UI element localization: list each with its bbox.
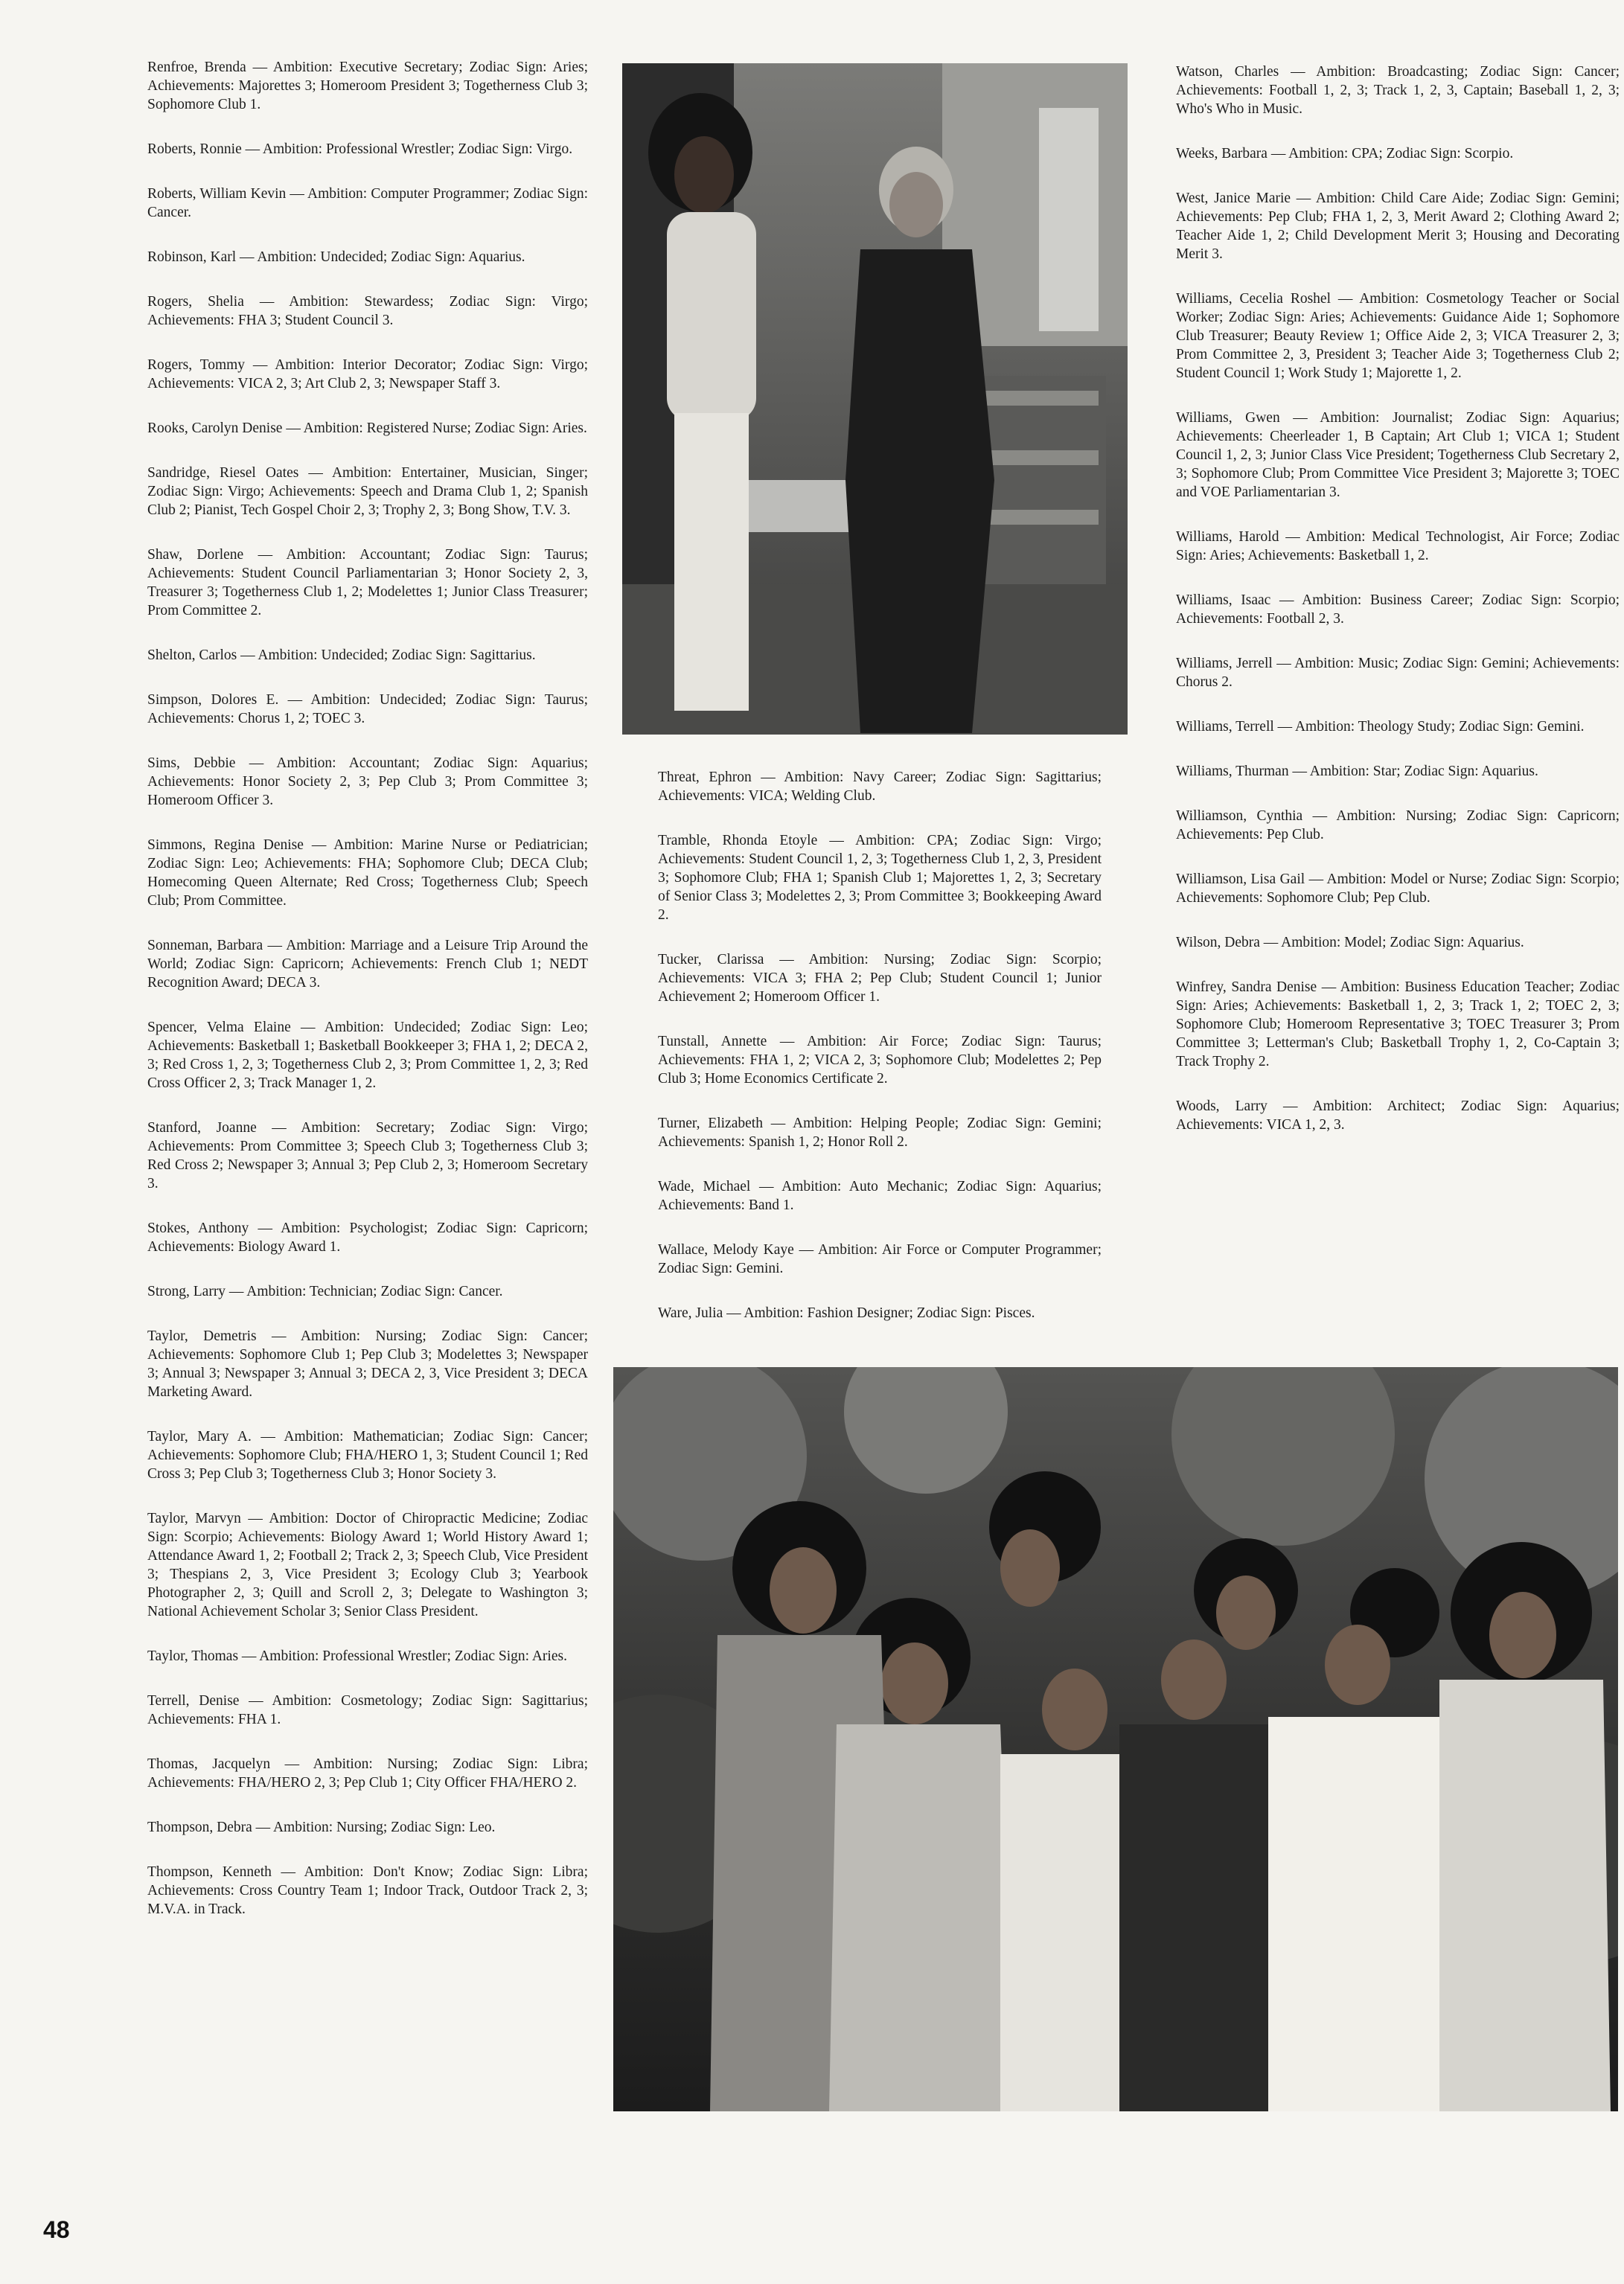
student-entry: Threat, Ephron — Ambition: Navy Career; Zodiac Sign: Sagittarius; Achievements: VICA; Welding Club. — [658, 770, 1102, 804]
student-entry: Spencer, Velma Elaine — Ambition: Undecided; Zodiac Sign: Leo; Achievements: Basketball 1; Basketball Bookkeeper 3; FHA 1, 2; DECA 2, 3; Red Cross 1, 2, 3; Togetherness Club 2, 3; Prom Committee 1, 2, 3; Red Cross Officer 2, 3; Track Manager 1, 2. — [147, 1020, 588, 1091]
student-entry: Shaw, Dorlene — Ambition: Accountant; Zodiac Sign: Taurus; Achievements: Student Council Parliamentarian 3; Honor Society 2, 3, Treasurer 3; Togetherness Club 1, 2; Modelettes 1; Junior Class Treasurer; Prom Committee 2. — [147, 547, 588, 618]
student-entry: Taylor, Mary A. — Ambition: Mathematician; Zodiac Sign: Cancer; Achievements: Sophomore Club; FHA/HERO 1, 3; Student Council 1; Red Cross 3; Pep Club 3; Togetherness Club 3; Honor Society 3. — [147, 1429, 588, 1482]
student-entry: Williams, Isaac — Ambition: Business Career; Zodiac Sign: Scorpio; Achievements: Football 2, 3. — [1176, 592, 1620, 627]
text-column-1 — [147, 58, 588, 1945]
student-entry: Woods, Larry — Ambition: Architect; Zodiac Sign: Aquarius; Achievements: VICA 1, 2, 3. — [1176, 1098, 1620, 1133]
student-entry: Sims, Debbie — Ambition: Accountant; Zodiac Sign: Aquarius; Achievements: Honor Society 2, 3; Pep Club 3; Prom Committee 3; Homeroom Officer 3. — [147, 755, 588, 808]
student-entry: Thomas, Jacquelyn — Ambition: Nursing; Zodiac Sign: Libra; Achievements: FHA/HERO 2, 3; Pep Club 1; City Officer FHA/HERO 2. — [147, 1756, 588, 1791]
student-entry: Taylor, Thomas — Ambition: Professional Wrestler; Zodiac Sign: Aries. — [147, 1648, 567, 1664]
student-entry: Sonneman, Barbara — Ambition: Marriage and a Leisure Trip Around the World; Zodiac Sign: Capricorn; Achievements: French Club 1; NEDT Recognition Award; DECA 3. — [147, 938, 588, 991]
student-entry: Tramble, Rhonda Etoyle — Ambition: CPA; Zodiac Sign: Virgo; Achievements: Student Council 1, 2, 3; Togetherness Club 1, 2, 3, President 3; Sophomore Club; FHA 1; Spanish Club 1; Majorettes 1, 2, 3; Secretary of Senior Class 3; Modelettes 2, 3; Prom Committee 3; Bookkeeping Award 2. — [658, 833, 1102, 923]
student-entry: Strong, Larry — Ambition: Technician; Zodiac Sign: Cancer. — [147, 1284, 503, 1299]
student-entry: Watson, Charles — Ambition: Broadcasting; Zodiac Sign: Cancer; Achievements: Football 1, 2, 3; Track 1, 2, 3, Captain; Baseball 1, 2, 3; Who's Who in Music. — [1176, 64, 1620, 117]
student-entry: Winfrey, Sandra Denise — Ambition: Business Education Teacher; Zodiac Sign: Aries; Achievements: Basketball 1, 2, 3; Track 1, 2; TOEC 2, 3; Sophomore Club; Homeroom Representative 3; TOEC Treasurer 3; Prom Committee 3; Letterman's Club; Basketball Trophy 1, 2, Co-Captain 3; Track Trophy 2. — [1176, 979, 1620, 1069]
student-entry: Roberts, Ronnie — Ambition: Professional Wrestler; Zodiac Sign: Virgo. — [147, 141, 573, 157]
student-entry: Weeks, Barbara — Ambition: CPA; Zodiac Sign: Scorpio. — [1176, 146, 1514, 161]
student-entry: Thompson, Debra — Ambition: Nursing; Zodiac Sign: Leo. — [147, 1820, 496, 1835]
text-column-2 — [658, 768, 1102, 1349]
student-entry: Simmons, Regina Denise — Ambition: Marine Nurse or Pediatrician; Zodiac Sign: Leo; Achievements: FHA; Sophomore Club; DECA Club; Homecoming Queen Alternate; Red Cross; Togetherness Club; Speech Club; Prom Committee. — [147, 837, 588, 909]
photo-two-people-icon — [622, 63, 1128, 735]
photo-group-icon — [613, 1367, 1618, 2111]
student-entry: Wade, Michael — Ambition: Auto Mechanic; Zodiac Sign: Aquarius; Achievements: Band 1. — [658, 1179, 1102, 1213]
student-entry: Taylor, Demetris — Ambition: Nursing; Zodiac Sign: Cancer; Achievements: Sophomore Club 1; Pep Club 3; Modelettes 3; Newspaper 3; Annual 3; Newspaper 3; Annual 3; DECA 2, 3, Vice President 3; DECA Marketing Award. — [147, 1328, 588, 1400]
student-entry: Roberts, William Kevin — Ambition: Computer Programmer; Zodiac Sign: Cancer. — [147, 186, 588, 220]
student-entry: Ware, Julia — Ambition: Fashion Designer; Zodiac Sign: Pisces. — [658, 1305, 1035, 1321]
student-entry: Robinson, Karl — Ambition: Undecided; Zodiac Sign: Aquarius. — [147, 249, 525, 265]
student-entry: Simpson, Dolores E. — Ambition: Undecided; Zodiac Sign: Taurus; Achievements: Chorus 1, 2; TOEC 3. — [147, 692, 588, 726]
student-entry: Williams, Jerrell — Ambition: Music; Zodiac Sign: Gemini; Achievements: Chorus 2. — [1176, 656, 1620, 690]
student-entry: Terrell, Denise — Ambition: Cosmetology; Zodiac Sign: Sagittarius; Achievements: FHA 1. — [147, 1693, 588, 1727]
student-entry: Williamson, Lisa Gail — Ambition: Model or Nurse; Zodiac Sign: Scorpio; Achievements: Sophomore Club; Pep Club. — [1176, 871, 1620, 906]
photo-two-people — [622, 63, 1128, 735]
student-entry: Williamson, Cynthia — Ambition: Nursing; Zodiac Sign: Capricorn; Achievements: Pep Club. — [1176, 808, 1620, 842]
student-entry: Shelton, Carlos — Ambition: Undecided; Zodiac Sign: Sagittarius. — [147, 647, 536, 663]
student-entry: Rogers, Tommy — Ambition: Interior Decorator; Zodiac Sign: Virgo; Achievements: VICA 2, 3; Art Club 2, 3; Newspaper Staff 3. — [147, 357, 588, 391]
student-entry: Tunstall, Annette — Ambition: Air Force; Zodiac Sign: Taurus; Achievements: FHA 1, 2; VICA 2, 3; Sophomore Club; Modelettes 2; Pep Club 3; Home Economics Certificate 2. — [658, 1034, 1102, 1087]
text-column-3 — [1176, 63, 1620, 1160]
student-entry: Taylor, Marvyn — Ambition: Doctor of Chiropractic Medicine; Zodiac Sign: Scorpio; Achievements: Biology Award 1; World History Award 1; Attendance Award 1, 2; Football 2; Track 2, 3; Speech Club, Vice President 3; Thespians 2, 3, Vice President 3; Ecology Club 3; Yearbook Photographer 2, 3; Quill and Scroll 2, 3; Delegate to Washington 3; National Achievement Scholar 3; Senior Class President. — [147, 1511, 588, 1619]
student-entry: Turner, Elizabeth — Ambition: Helping People; Zodiac Sign: Gemini; Achievements: Spanish 1, 2; Honor Roll 2. — [658, 1116, 1102, 1150]
student-entry: Renfroe, Brenda — Ambition: Executive Secretary; Zodiac Sign: Aries; Achievements: Majorettes 3; Homeroom President 3; Togetherness Club 3; Sophomore Club 1. — [147, 60, 588, 112]
student-entry: Williams, Gwen — Ambition: Journalist; Zodiac Sign: Aquarius; Achievements: Cheerleader 1, B Captain; Art Club 1; VICA 1; Student Council 1, 2, 3; Junior Class Vice President; Togetherness Club Secretary 2, 3; Sophomore Club; Prom Committee Vice President 3; Majorette 3; TOEC and VOE Parliamentarian 3. — [1176, 410, 1620, 500]
student-entry: West, Janice Marie — Ambition: Child Care Aide; Zodiac Sign: Gemini; Achievements: Pep Club; FHA 1, 2, 3, Merit Award 2; Clothing Award 2; Teacher Aide 1, 2; Child Development Merit 3; Housing and Decorating Merit 3. — [1176, 191, 1620, 262]
student-entry: Williams, Terrell — Ambition: Theology Study; Zodiac Sign: Gemini. — [1176, 719, 1585, 735]
student-entry: Thompson, Kenneth — Ambition: Don't Know; Zodiac Sign: Libra; Achievements: Cross Country Team 1; Indoor Track, Outdoor Track 2, 3; M.V.A. in Track. — [147, 1864, 588, 1917]
student-entry: Rooks, Carolyn Denise — Ambition: Registered Nurse; Zodiac Sign: Aries. — [147, 420, 587, 436]
student-entry: Stokes, Anthony — Ambition: Psychologist; Zodiac Sign: Capricorn; Achievements: Biology Award 1. — [147, 1221, 588, 1255]
student-entry: Tucker, Clarissa — Ambition: Nursing; Zodiac Sign: Scorpio; Achievements: VICA 3; FHA 2; Pep Club; Student Council 1; Junior Achievement 2; Homeroom Officer 1. — [658, 952, 1102, 1005]
student-entry: Stanford, Joanne — Ambition: Secretary; Zodiac Sign: Virgo; Achievements: Prom Committee 3; Speech Club 3; Togetherness Club 3; Red Cross 2; Newspaper 3; Annual 3; Pep Club 2, 3; Homeroom Secretary 3. — [147, 1120, 588, 1191]
student-entry: Sandridge, Riesel Oates — Ambition: Entertainer, Musician, Singer; Zodiac Sign: Virgo; Achievements: Speech and Drama Club 1, 2; Spanish Club 2; Pianist, Tech Gospel Choir 2, 3; Trophy 2, 3; Bong Show, T.V. 3. — [147, 465, 588, 518]
student-entry: Williams, Harold — Ambition: Medical Technologist, Air Force; Zodiac Sign: Aries; Achievements: Basketball 1, 2. — [1176, 529, 1620, 563]
student-entry: Williams, Thurman — Ambition: Star; Zodiac Sign: Aquarius. — [1176, 764, 1538, 779]
photo-group — [613, 1367, 1618, 2111]
student-entry: Rogers, Shelia — Ambition: Stewardess; Zodiac Sign: Virgo; Achievements: FHA 3; Student Council 3. — [147, 294, 588, 328]
student-entry: Wilson, Debra — Ambition: Model; Zodiac Sign: Aquarius. — [1176, 935, 1524, 950]
student-entry: Wallace, Melody Kaye — Ambition: Air Force or Computer Programmer; Zodiac Sign: Gemini. — [658, 1242, 1102, 1276]
page-number: 48 — [43, 2216, 70, 2243]
student-entry: Williams, Cecelia Roshel — Ambition: Cosmetology Teacher or Social Worker; Zodiac Sign: Aries; Achievements: Guidance Aide 1; Sophomore Club Treasurer; Beauty Review 1; Office Aide 2, 3; VICA Treasurer 2, 3; Prom Committee 2, 3, President 3; Teacher Aide 3; Togetherness Club 2; Student Council 1; Work Study 1; Majorette 1, 2. — [1176, 291, 1620, 381]
